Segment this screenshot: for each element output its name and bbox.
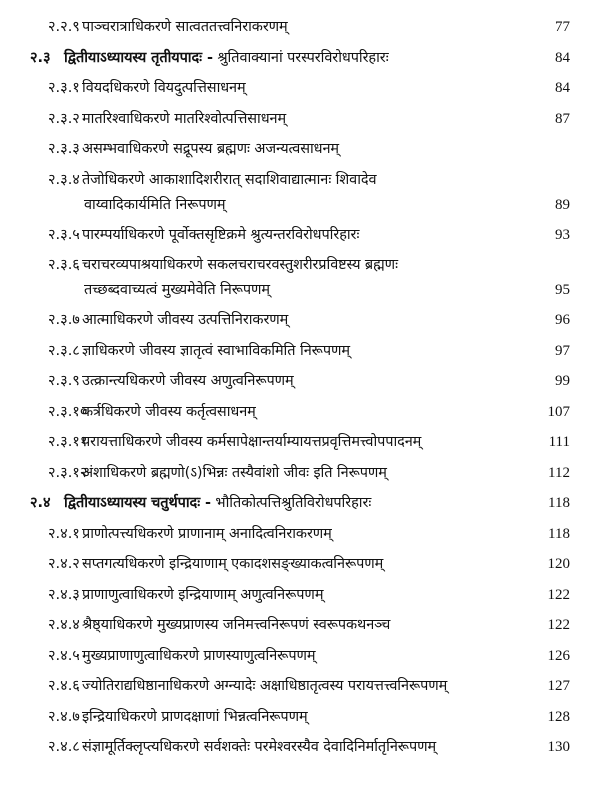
entry-number: २.४.५ — [48, 647, 80, 664]
entry-page: 107 — [547, 403, 570, 420]
entry-page: 111 — [548, 434, 570, 450]
entry-title: ज्ञाधिकरणे जीवस्य ज्ञातृत्वं स्वाभाविकमिति निरूपणम् — [82, 342, 350, 359]
entry-number: २.३.४ — [48, 171, 80, 188]
entry-number: २.४.४ — [48, 617, 80, 633]
entry-number: २.३.१२ — [48, 464, 88, 481]
toc-entry — [0, 12, 600, 43]
entry-title: संज्ञामूर्तिक्लृप्त्यधिकरणे सर्वशक्तेः परमेश्वरस्यैव देवादिनिर्मातृनिरूपणम् — [82, 739, 437, 755]
entry-title: मातरिश्वाधिकरणे मातरिश्वोत्पत्तिसाधनम् — [82, 110, 287, 127]
toc-entry — [0, 220, 600, 251]
entry-page: 97 — [555, 342, 570, 359]
toc-entry — [0, 427, 600, 458]
entry-number: २.३.७ — [48, 312, 80, 328]
entry-title: ज्योतिराद्यधिष्ठानाधिकरणे अग्न्यादेः अक्षाधिष्ठातृत्वस्य परायत्तत्त्वनिरूपणम् — [82, 678, 448, 694]
section-title: द्वितीयाऽध्यायस्य चतुर्थपादः - भौतिकोत्पत्तिश्रुतिविरोधपरिहारः — [64, 495, 372, 511]
entry-title: तेजोधिकरणे आकाशादिशरीरात् सदाशिवाद्यात्मानः शिवादेव वाय्वादिकार्यमिति निरूपणम् — [82, 170, 517, 215]
entry-page: 99 — [555, 373, 570, 389]
entry-title: अंशाधिकरणे ब्रह्मणो(ऽ)भिन्नः तस्यैवांशो जीवः इति निरूपणम् — [82, 464, 387, 481]
entry-number: २.३.९ — [48, 373, 80, 389]
toc-entry — [0, 165, 600, 220]
toc-entry — [0, 671, 600, 702]
entry-page: 122 — [547, 617, 570, 633]
entry-number: २.३.३ — [48, 141, 80, 157]
entry-page: 84 — [555, 80, 570, 96]
entry-number: २.४.८ — [48, 739, 80, 755]
entry-page: 77 — [555, 19, 570, 35]
entry-page: 93 — [555, 226, 570, 243]
entry-title: प्राणोत्पत्त्यधिकरणे प्राणानाम् अनादित्वनिराकरणम् — [82, 525, 332, 542]
toc-entry — [0, 397, 600, 428]
entry-title: वियदधिकरणे वियदुत्पत्तिसाधनम् — [82, 80, 246, 96]
entry-page: 126 — [547, 647, 570, 664]
entry-title: उत्क्रान्त्यधिकरणे जीवस्य अणुत्वनिरूपणम् — [82, 373, 294, 389]
entry-number: २.४.१ — [48, 525, 80, 542]
toc-entry — [0, 458, 600, 489]
entry-number: २.३.६ — [48, 257, 80, 273]
toc-entry — [0, 610, 600, 641]
entry-title: परायत्ताधिकरणे जीवस्य कर्मसापेक्षान्तर्याम्यायत्तप्रवृत्तिमत्त्वोपपादनम् — [82, 434, 422, 450]
toc-entry — [0, 250, 600, 305]
entry-page: 128 — [547, 708, 570, 725]
toc-entry — [0, 641, 600, 672]
toc-entry — [0, 366, 600, 397]
toc-entry — [0, 519, 600, 550]
entry-number: २.३.५ — [48, 226, 80, 243]
toc-entry — [0, 336, 600, 367]
entry-number: २.३.८ — [48, 342, 80, 359]
entry-number: २.३.१ — [48, 80, 80, 96]
toc-entry — [0, 134, 600, 165]
entry-number: २.३.११ — [48, 434, 88, 450]
entry-page: 120 — [547, 556, 570, 572]
entry-page: 118 — [548, 525, 570, 542]
toc-entry — [0, 702, 600, 733]
entry-number: २.३.१० — [48, 403, 88, 420]
toc-section-heading — [0, 488, 600, 519]
entry-number: २.४.२ — [48, 556, 80, 572]
entry-title: कर्त्रधिकरणे जीवस्य कर्तृत्वसाधनम् — [82, 403, 256, 420]
toc-entry — [0, 580, 600, 611]
section-head: द्वितीयाऽध्यायस्य चतुर्थपादः - — [64, 495, 211, 511]
entry-page: 87 — [555, 110, 570, 127]
toc-entry — [0, 73, 600, 104]
entry-title: इन्द्रियाधिकरणे प्राणदक्षाणां भिन्नत्वनिरूपणम् — [82, 708, 308, 725]
toc-section-heading — [0, 43, 600, 74]
toc-entry — [0, 549, 600, 580]
toc-entry — [0, 104, 600, 135]
section-number: २.३ — [30, 49, 51, 66]
entry-title: चराचरव्यपाश्रयाधिकरणे सकलचराचरवस्तुशरीरप्रविष्टस्य ब्रह्मणः तच्छब्दवाच्यत्वं मुख्यमेवेति निरूपणम् — [82, 255, 517, 300]
section-title: द्वितीयाऽध्यायस्य तृतीयपादः - श्रुतिवाक्यानां परस्परविरोधपरिहारः — [64, 49, 389, 66]
entry-title: असम्भवाधिकरणे सद्रूपस्य ब्रह्मणः अजन्यत्वसाधनम् — [82, 141, 340, 157]
entry-number: २.२.९ — [48, 19, 80, 35]
entry-title-continuation: तच्छब्दवाच्यत्वं मुख्यमेवेति निरूपणम् — [84, 282, 270, 298]
entry-title-continuation: वाय्वादिकार्यमिति निरूपणम् — [84, 196, 226, 213]
entry-page: 84 — [555, 49, 570, 66]
toc-entry — [0, 732, 600, 763]
entry-page: 95 — [555, 282, 570, 298]
entry-page: 112 — [548, 464, 570, 481]
entry-title: श्रैष्ठ्याधिकरणे मुख्यप्राणस्य जनिमत्त्वनिरूपणं स्वरूपकथनञ्च — [82, 617, 391, 633]
entry-title: पाञ्चरात्राधिकरणे सात्वततत्त्वनिराकरणम् — [82, 19, 288, 35]
section-number: २.४ — [30, 495, 51, 511]
entry-page: 118 — [548, 495, 570, 511]
toc-entry — [0, 305, 600, 336]
table-of-contents — [0, 12, 600, 763]
section-head: द्वितीयाऽध्यायस्य तृतीयपादः - — [64, 49, 213, 66]
entry-title: आत्माधिकरणे जीवस्य उत्पत्तिनिराकरणम् — [82, 312, 289, 328]
entry-page: 130 — [547, 739, 570, 755]
entry-number: २.४.७ — [48, 708, 80, 725]
entry-title: प्राणाणुत्वाधिकरणे इन्द्रियाणाम् अणुत्वनिरूपणम् — [82, 586, 324, 603]
entry-page: 122 — [547, 586, 570, 603]
entry-title: मुख्यप्राणाणुत्वाधिकरणे प्राणस्याणुत्वनिरूपणम् — [82, 647, 316, 664]
entry-number: २.४.६ — [48, 678, 80, 694]
entry-title: सप्तगत्यधिकरणे इन्द्रियाणाम् एकादशसङ्ख्याकत्वनिरूपणम् — [82, 556, 384, 572]
entry-page: 89 — [555, 196, 570, 213]
entry-number: २.४.३ — [48, 586, 80, 603]
entry-page: 127 — [547, 678, 570, 694]
entry-number: २.३.२ — [48, 110, 80, 127]
entry-title: पारम्पर्याधिकरणे पूर्वोक्तसृष्टिक्रमे श्रुत्यन्तरविरोधपरिहारः — [82, 226, 360, 243]
entry-page: 96 — [555, 312, 570, 328]
